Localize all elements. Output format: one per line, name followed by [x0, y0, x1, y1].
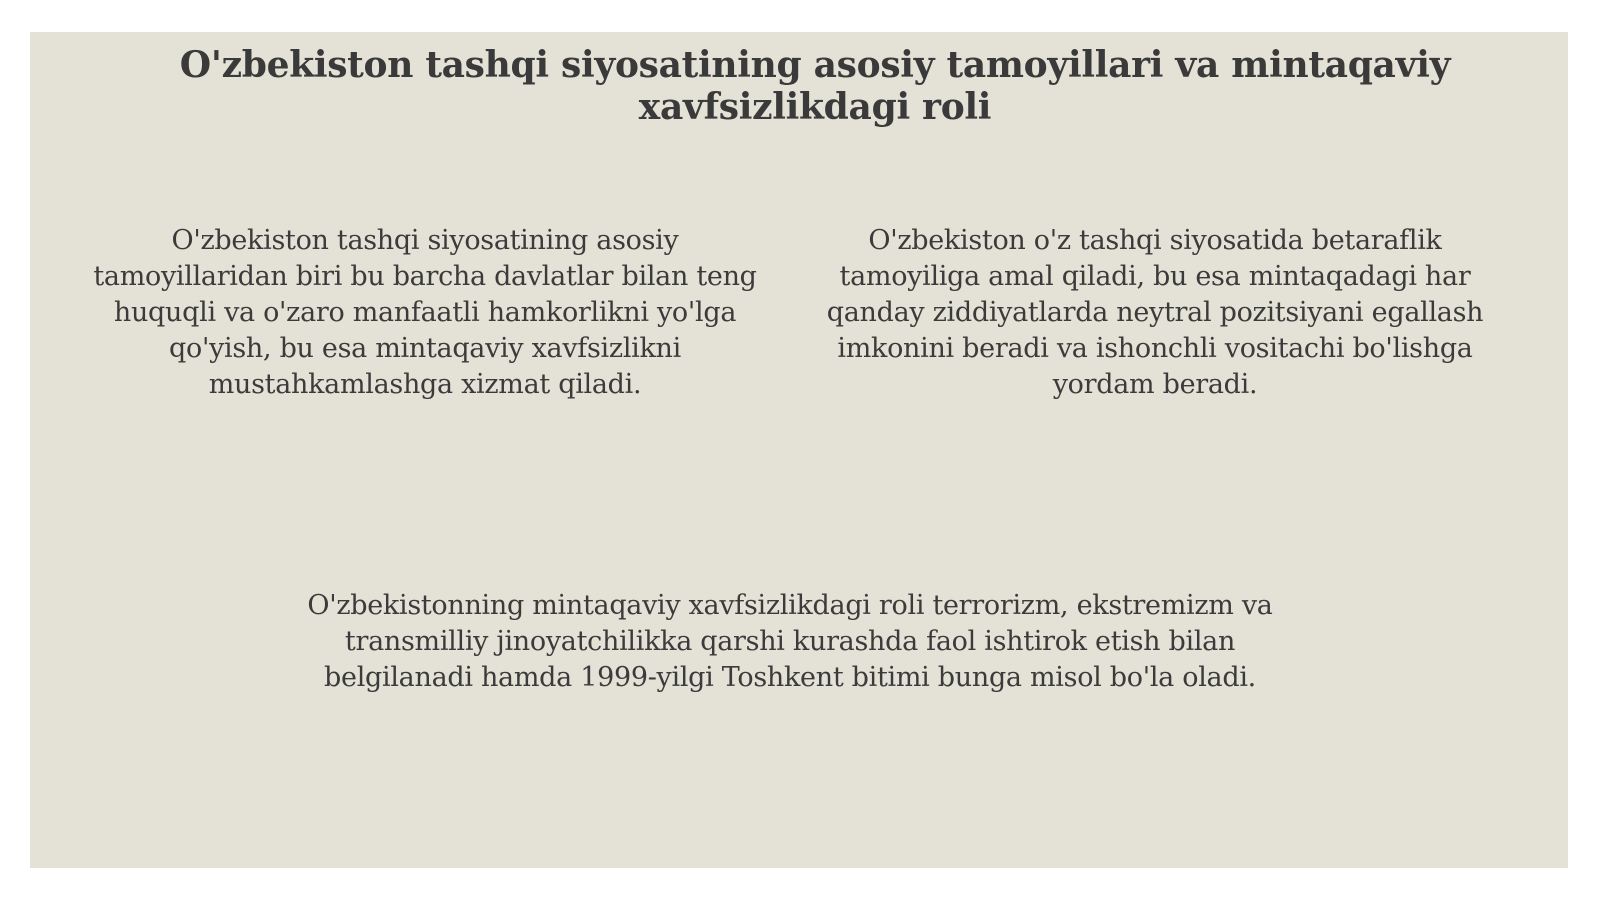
bottom-text-block: O'zbekistonning mintaqaviy xavfsizlikdagi roli terrorizm, ekstremizm va transmilliy jinoyatchilikka qarshi kurashda faol ishtirok etish bilan belgilanadi hamda 1999-yilgi Toshkent bitimi bunga misol bo'la oladi.: [307, 590, 1273, 693]
slide-title: O'zbekiston tashqi siyosatining asosiy tamoyillari va mintaqaviy xavfsizlikdagi roli: [179, 44, 1451, 128]
right-text-block: O'zbekiston o'z tashqi siyosatida betaraflik tamoyiliga amal qiladi, bu esa mintaqadagi har qanday ziddiyatlarda neytral pozitsiyani egallash imkonini beradi va ishonchli vositachi bo'lishga yordam beradi.: [826, 225, 1484, 400]
slide: [30, 32, 1568, 868]
left-text-block: O'zbekiston tashqi siyosatining asosiy tamoyillaridan biri bu barcha davlatlar bilan teng huquqli va o'zaro manfaatli hamkorlikni yo'lga qo'yish, bu esa mintaqaviy xavfsizlikni mustahkamlashga xizmat qiladi.: [93, 225, 757, 400]
